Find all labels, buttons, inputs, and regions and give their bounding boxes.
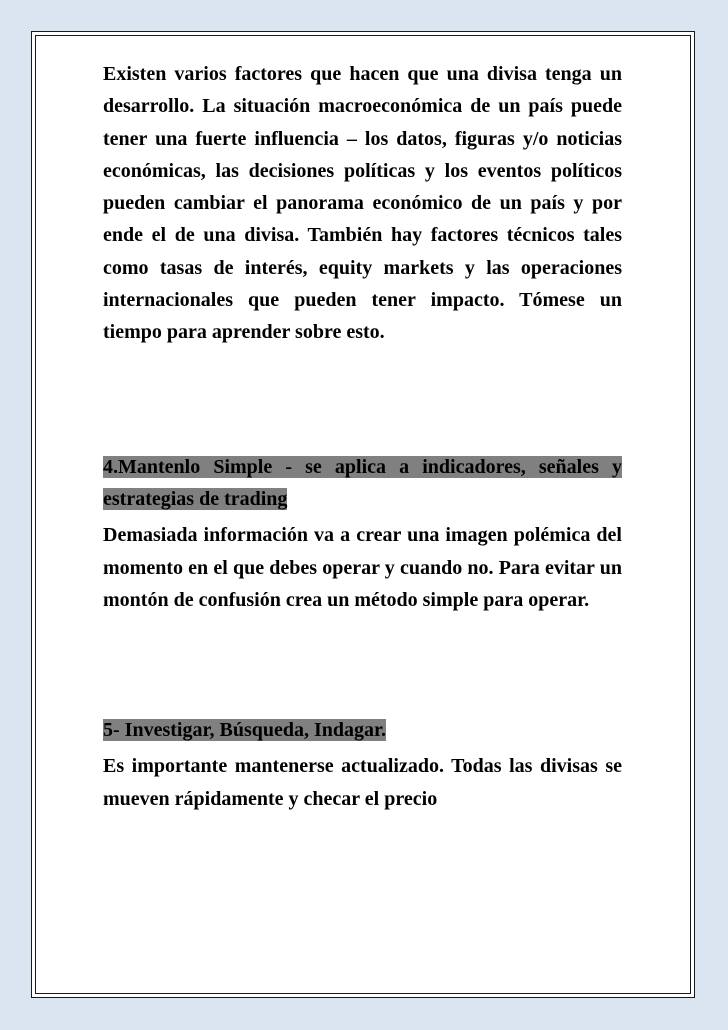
document-body bbox=[103, 58, 622, 815]
highlighted-heading-text: 4.Mantenlo Simple - se aplica a indicadores, señales y estrategias de trading bbox=[103, 455, 622, 510]
spacer bbox=[103, 349, 622, 451]
spacer bbox=[103, 616, 622, 714]
paragraph-simple: Demasiada información va a crear una imagen polémica del momento en el que debes operar y cuando no. Para evitar un montón de confusión crea un método simple para operar. bbox=[103, 524, 622, 611]
paragraph-factores: Existen varios factores que hacen que una divisa tenga un desarrollo. La situación macroeconómica de un país puede tener una fuerte influencia – los datos, figuras y/o noticias económicas, las decisiones políticas y los eventos políticos pueden cambiar el panorama económico de un país y por ende el de una divisa. También hay factores técnicos tales como tasas de interés, equity markets y las operaciones internacionales que pueden tener impacto. Tómese un tiempo para aprender sobre esto. bbox=[103, 63, 622, 344]
section-heading-5 bbox=[103, 714, 622, 746]
paragraph-investigar: Es importante mantenerse actualizado. Todas las divisas se mueven rápidamente y checar el precio bbox=[103, 755, 622, 810]
highlighted-heading-text: 5- Investigar, Búsqueda, Indagar. bbox=[103, 719, 387, 742]
section-heading-4 bbox=[103, 451, 622, 516]
